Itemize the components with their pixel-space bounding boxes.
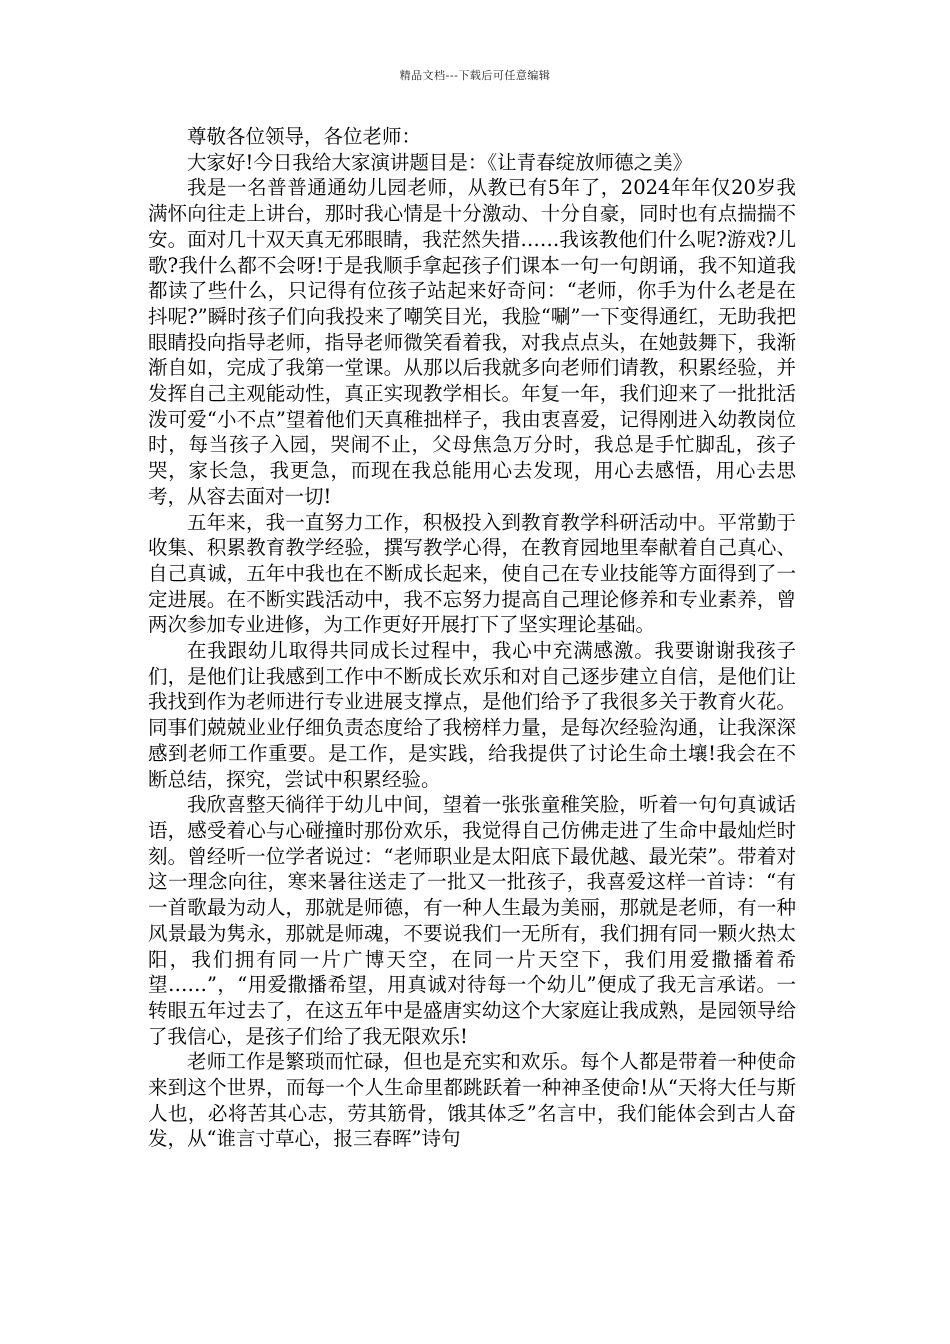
page-header: 精品文档---下载后可任意编辑 — [399, 69, 551, 82]
opening-paragraph: 大家好!今日我给大家演讲题目是：《让青春绽放师德之美》 — [187, 150, 693, 174]
body-paragraph: 五年来，我一直努力工作，积极投入到教育教学科研活动中。平常勤于收集、积累教育教学经验，撰写教学心得，在教育园地里奉献着自己真心、自己真诚，五年中我也在不断成长起来，使自己在专业技能等方面得到了一定进展。在不断实践活动中，我不忘努力提高自己理论修养和专业素养，曾两次参加专业进修，为工作更好开展打下了坚实理论基础。 — [148, 510, 796, 637]
body-paragraph: 在我跟幼儿取得共同成长过程中，我心中充满感激。我要谢谢我孩子们，是他们让我感到工作中不断成长欢乐和对自己逐步建立自信，是他们让我找到作为老师进行专业进展支撑点，是他们给予了我很多关于教育火花。同事们兢兢业业仔细负责态度给了我榜样力量，是每次经验沟通，让我深深感到老师工作重要。是工作，是实践，给我提供了讨论生命土壤!我会在不断总结，探究，尝试中积累经验。 — [148, 639, 796, 791]
body-paragraph: 我是一名普普通通幼儿园老师，从教已有5年了，2024年年仅20岁我满怀向往走上讲台，那时我心情是十分激动、十分自豪，同时也有点揣揣不安。面对几十双天真无邪眼睛，我茫然失措……我该教他们什么呢?游戏?儿歌?我什么都不会呀!于是我顺手拿起孩子们课本一句一句朗诵，我不知道我都读了些什么，只记得有位孩子站起来好奇问：“老师，你手为什么老是在抖呢?”瞬时孩子们向我投来了嘲笑目光，我脸“唰”一下变得通红，无助我把眼睛投向指导老师，指导老师微笑看着我，对我点点头，在她鼓舞下，我渐渐自如，完成了我第一堂课。从那以后我就多向老师们请教，积累经验，并发挥自己主观能动性，真正实现教学相长。年复一年，我们迎来了一批批活泼可爱“小不点”望着他们天真稚拙样子，我由衷喜爱，记得刚进入幼教岗位时，每当孩子入园，哭闹不止，父母焦急万分时，我总是手忙脚乱，孩子哭，家长急，我更急，而现在我总能用心去发现，用心去感悟，用心去思考，从容去面对一切! — [148, 176, 796, 508]
body-paragraph: 我欣喜整天徜徉于幼儿中间，望着一张张童稚笑脸，听着一句句真诚话语，感受着心与心碰撞时那份欢乐，我觉得自己仿佛走进了生命中最灿烂时刻。曾经听一位学者说过：“老师职业是太阳底下最优越、最光荣”。带着对这一理念向往，寒来暑往送走了一批又一批孩子，我喜爱这样一首诗：“有一首歌最为动人，那就是师德，有一种人生最为美丽，那就是老师，有一种风景最为隽永，那就是师魂，不要说我们一无所有，我们拥有同一颗火热太阳，我们拥有同一片广博天空，在同一片天空下，我们用爱撒播着希望……”，“用爱撒播希望，用真诚对待每一个幼儿”便成了我无言承诺。一转眼五年过去了，在这五年中是盛唐实幼这个大家庭让我成熟，是园领导给了我信心，是孩子们给了我无限欢乐! — [148, 793, 796, 1048]
body-paragraph: 老师工作是繁琐而忙碌，但也是充实和欢乐。每个人都是带着一种使命来到这个世界，而每一个人生命里都跳跃着一种神圣使命!从“天将大任与斯人也，必将苦其心志，劳其筋骨，饿其体乏”名言中，我们能体会到古人奋发，从“谁言寸草心，报三春晖”诗句 — [148, 1050, 796, 1151]
document-body — [148, 124, 796, 1152]
salutation-paragraph: 尊敬各位领导，各位老师： — [187, 125, 422, 148]
